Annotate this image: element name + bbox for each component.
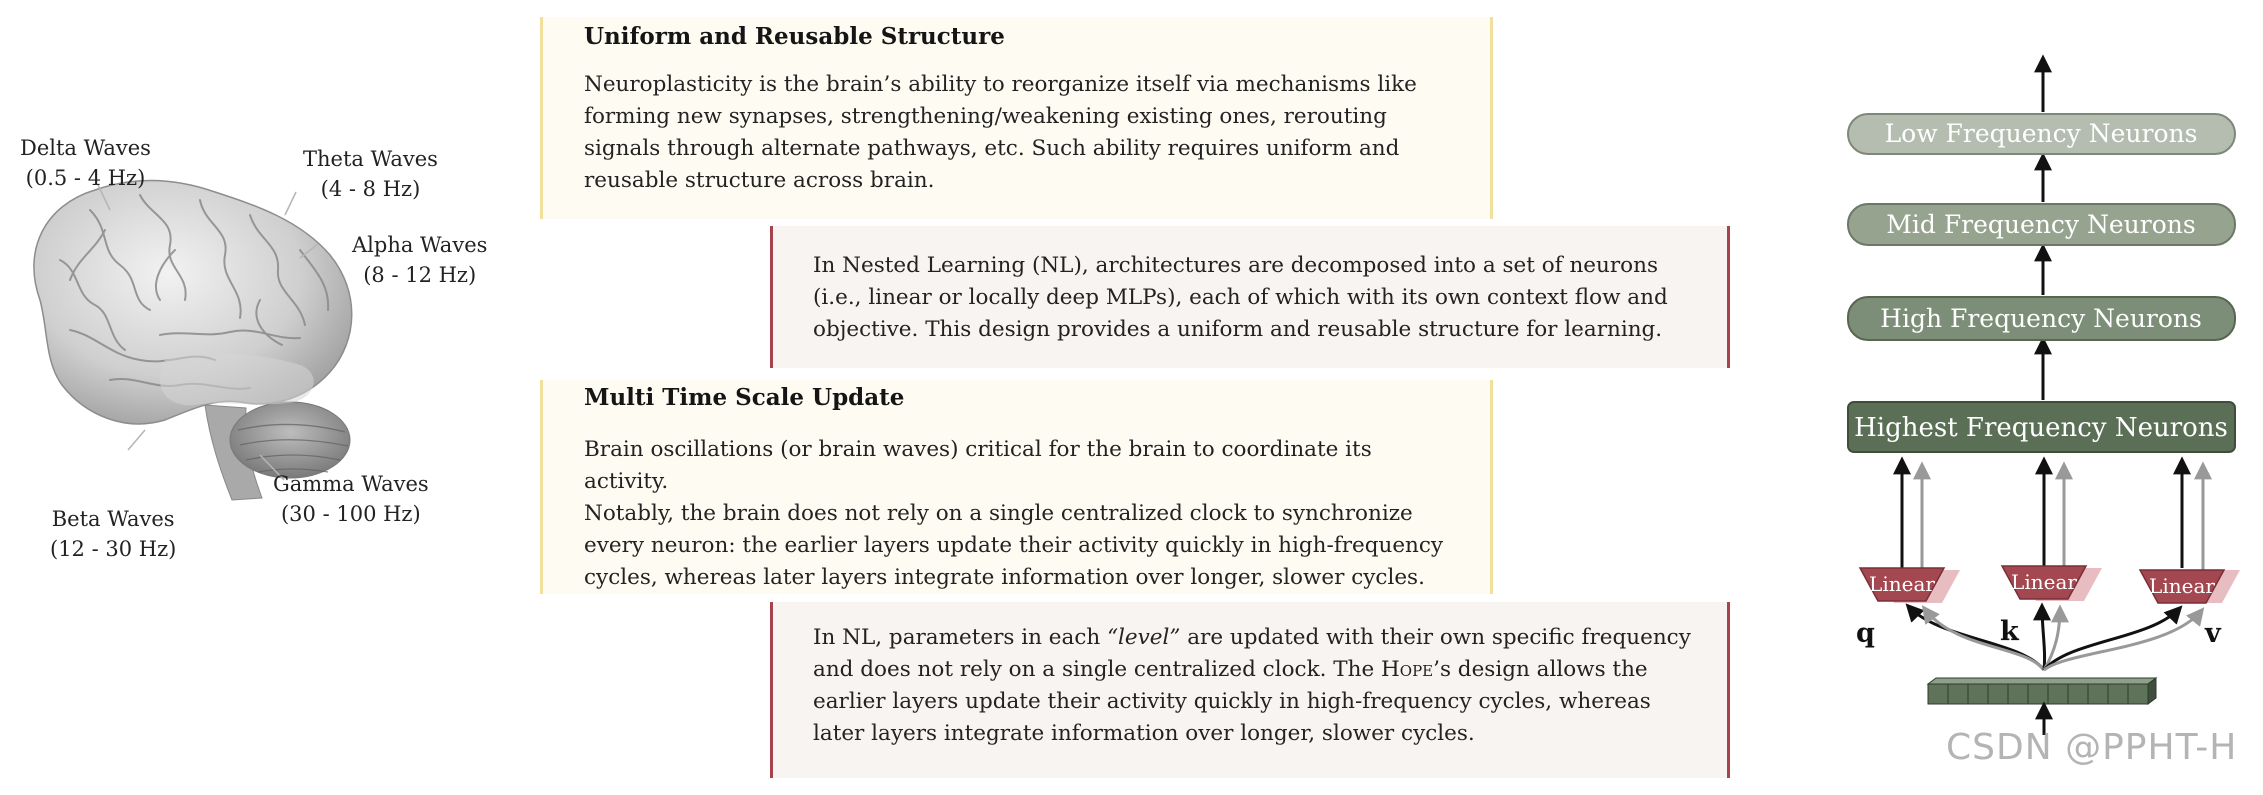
token-cell xyxy=(2048,684,2068,704)
neuron-level-mid xyxy=(1848,204,2235,245)
token-cell xyxy=(2068,684,2088,704)
text-line: Notably, the brain does not rely on a single centralized clock to synchronize xyxy=(584,501,1413,526)
uniform-structure-nl-box xyxy=(770,226,1730,368)
token-cell xyxy=(2108,684,2128,704)
token-cell xyxy=(2028,684,2048,704)
token-cell xyxy=(1928,684,1948,704)
text-line: Brain oscillations (or brain waves) critical for the brain to coordinate its activity. xyxy=(584,437,1372,494)
text-line xyxy=(813,622,1691,654)
uniform-structure-brain-text xyxy=(584,69,1450,197)
text-span: ’s design allows the xyxy=(1433,657,1648,682)
neuron-level-highest-label: Highest Frequency Neurons xyxy=(1854,413,2228,443)
token-cell xyxy=(1988,684,2008,704)
text-line: every neuron: the earlier layers update their activity quickly in high-frequency xyxy=(584,533,1444,558)
q-label: q xyxy=(1856,618,1875,649)
hope-name: Hope xyxy=(1381,657,1434,682)
theta-wave-name: Theta Waves xyxy=(303,147,438,171)
text-line: Neuroplasticity is the brain’s ability to reorganize itself via mechanisms like xyxy=(584,72,1417,97)
delta-wave-range: (0.5 - 4 Hz) xyxy=(25,166,146,190)
text-line: reusable structure across brain. xyxy=(584,168,935,193)
text-line: later layers integrate information over longer, slower cycles. xyxy=(813,721,1475,746)
text-line xyxy=(813,654,1691,686)
text-line: In Nested Learning (NL), architectures are decomposed into a set of neurons xyxy=(813,253,1658,278)
token-cell xyxy=(2088,684,2108,704)
beta-wave-range: (12 - 30 Hz) xyxy=(50,537,177,561)
v-label: v xyxy=(2205,618,2221,649)
gamma-wave-label xyxy=(273,469,429,529)
token-cell xyxy=(1948,684,1968,704)
linear-q xyxy=(1860,568,1960,603)
linear-v xyxy=(2140,570,2240,603)
linear-q-label: Linear xyxy=(1869,572,1935,596)
text-line: earlier layers update their activity quickly in high-frequency cycles, whereas xyxy=(813,689,1651,714)
beta-wave-name: Beta Waves xyxy=(51,507,175,531)
text-line: objective. This design provides a uniform and reusable structure for learning. xyxy=(813,317,1663,342)
multiscale-nl-box xyxy=(770,602,1730,778)
multiscale-title: Multi Time Scale Update xyxy=(584,384,905,411)
token-row-top xyxy=(1928,678,2156,684)
fan-to-k-black xyxy=(2042,606,2045,670)
multiscale-brain-text xyxy=(584,434,1450,594)
alpha-wave-name: Alpha Waves xyxy=(352,233,488,257)
fan-to-v-gray xyxy=(2044,610,2202,670)
theta-wave-range: (4 - 8 Hz) xyxy=(320,177,421,201)
text-line: signals through alternate pathways, etc. Such ability requires uniform and xyxy=(584,136,1400,161)
uniform-structure-nl-text xyxy=(813,250,1691,346)
alpha-wave-label xyxy=(352,230,487,290)
delta-wave-name: Delta Waves xyxy=(20,136,151,160)
token-cell xyxy=(2128,684,2148,704)
brain-illustration xyxy=(0,0,560,795)
neuron-level-high xyxy=(1848,297,2235,340)
fan-to-q-black xyxy=(1908,606,2044,670)
theta-wave-label xyxy=(303,144,438,204)
neuron-level-mid-label: Mid Frequency Neurons xyxy=(1886,210,2196,239)
gamma-wave-range: (30 - 100 Hz) xyxy=(280,502,421,526)
fan-to-q-gray xyxy=(1924,608,2044,670)
neuron-level-high-label: High Frequency Neurons xyxy=(1880,304,2202,333)
k-label: k xyxy=(2000,616,2019,647)
alpha-wave-range: (8 - 12 Hz) xyxy=(363,263,477,287)
neuron-level-low xyxy=(1848,114,2235,154)
linear-v-label: Linear xyxy=(2149,574,2215,598)
level-emphasis: “level” xyxy=(1107,625,1181,650)
text-span: are updated with their own specific frequency xyxy=(1180,625,1691,650)
text-line: (i.e., linear or locally deep MLPs), each of which with its own context flow and xyxy=(813,285,1668,310)
beta-wave-label xyxy=(50,504,176,564)
neuron-level-low-label: Low Frequency Neurons xyxy=(1884,119,2198,148)
uniform-structure-title: Uniform and Reusable Structure xyxy=(584,23,1005,50)
csdn-watermark: CSDN @PPHT-H xyxy=(1946,727,2238,768)
token-cell xyxy=(2008,684,2028,704)
delta-wave-label xyxy=(20,133,151,193)
architecture-diagram xyxy=(1820,0,2263,795)
gamma-wave-name: Gamma Waves xyxy=(273,472,429,496)
multiscale-brain-box xyxy=(540,380,1493,594)
linear-k xyxy=(2002,566,2102,601)
uniform-structure-brain-box xyxy=(540,17,1493,219)
text-line: forming new synapses, strengthening/weakening existing ones, rerouting xyxy=(584,104,1387,129)
text-span: In NL, parameters in each xyxy=(813,625,1108,650)
multiscale-nl-text xyxy=(813,622,1691,750)
text-line: cycles, whereas later layers integrate information over longer, slower cycles. xyxy=(584,565,1425,590)
token-cell xyxy=(1968,684,1988,704)
text-span: and does not rely on a single centralized clock. The xyxy=(813,657,1382,682)
neuron-level-highest xyxy=(1848,402,2235,452)
input-token-row xyxy=(1928,678,2156,704)
linear-k-label: Linear xyxy=(2011,570,2077,594)
